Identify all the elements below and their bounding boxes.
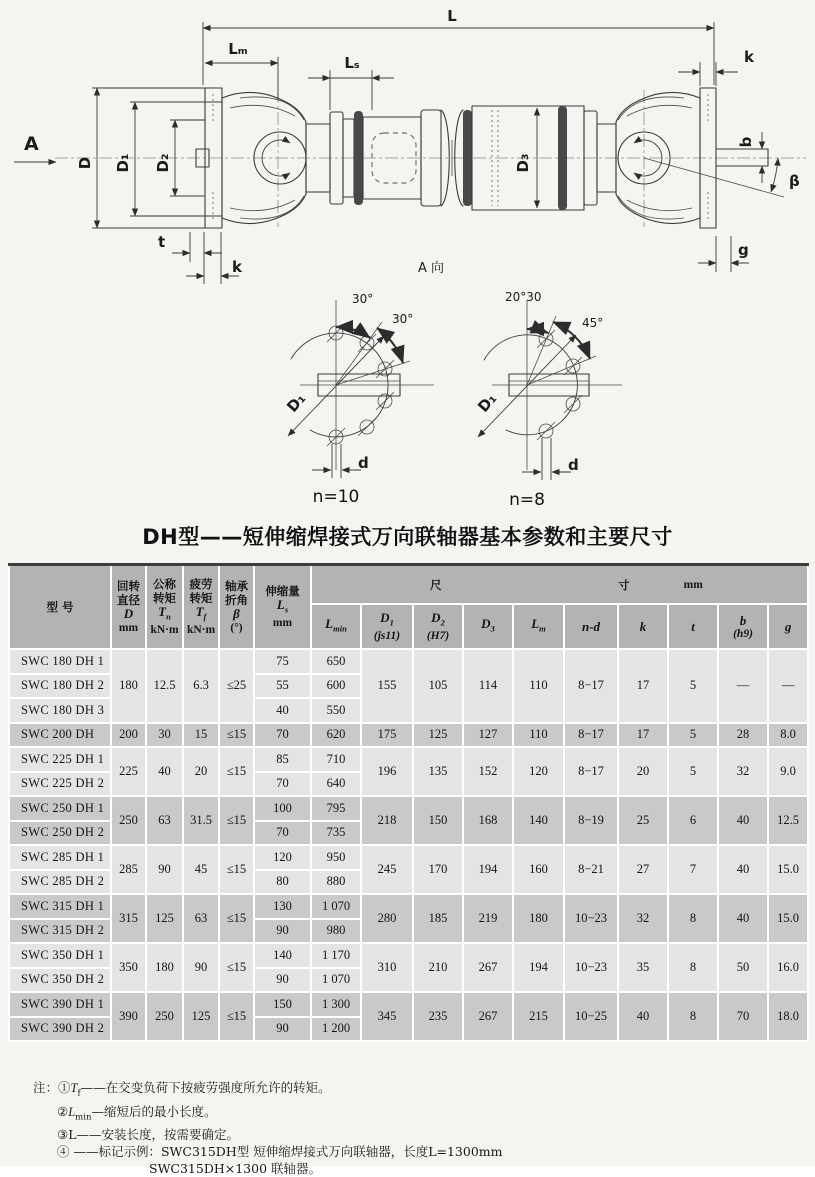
table-cell: 15 — [183, 723, 219, 748]
table-cell: 8−17 — [564, 723, 618, 748]
col-header-beta: 轴承 折角 β (°) — [219, 565, 254, 650]
table-cell: 90 — [183, 943, 219, 992]
col-header-Lmin: $L_{min}$ — [311, 604, 361, 649]
col-header-D3: $D_3$ — [463, 604, 513, 649]
view-A-caption: A 向 — [418, 261, 445, 276]
table-cell: ≤15 — [219, 992, 254, 1041]
note-line: 注：$①T_f——$在交变负荷下按疲劳强度所允许的转矩。 — [33, 1080, 331, 1099]
table-cell: 225 — [111, 747, 146, 796]
table-cell: 8−21 — [564, 845, 618, 894]
caption-n8: n=8 — [509, 490, 545, 510]
table-cell: 16.0 — [768, 943, 808, 992]
model-cell: SWC 250 DH 2 — [9, 821, 111, 846]
table-row — [9, 747, 808, 772]
table-cell: 9.0 — [768, 747, 808, 796]
dim-k-top-label: k — [744, 48, 754, 66]
table-cell: 285 — [111, 845, 146, 894]
table-cell: — — [718, 649, 768, 723]
model-cell: SWC 390 DH 2 — [9, 1017, 111, 1042]
model-cell: SWC 350 DH 1 — [9, 943, 111, 968]
bolt-circle-n10: D₁ — [283, 389, 310, 416]
table-cell: 20 — [618, 747, 668, 796]
table-cell: 1 170 — [311, 943, 361, 968]
table-cell: 12.5 — [768, 796, 808, 845]
table-cell: 5 — [668, 747, 718, 796]
table-cell: 40 — [718, 894, 768, 943]
table-cell: 315 — [111, 894, 146, 943]
model-cell: SWC 180 DH 3 — [9, 698, 111, 723]
table-cell: 40 — [718, 845, 768, 894]
col-header-Tn: 公称 转矩 $T_n$ kN·m — [146, 565, 183, 650]
table-cell: 8−17 — [564, 649, 618, 723]
table-cell: 152 — [463, 747, 513, 796]
table-cell: ≤15 — [219, 747, 254, 796]
table-cell: 175 — [361, 723, 413, 748]
table-cell: 880 — [311, 870, 361, 895]
table-cell: 80 — [254, 870, 311, 895]
table-cell: 25 — [618, 796, 668, 845]
table-cell: 7 — [668, 845, 718, 894]
table-cell: ≤15 — [219, 894, 254, 943]
table-cell: — — [768, 649, 808, 723]
table-cell: 180 — [111, 649, 146, 723]
view-A-label: A — [24, 133, 39, 155]
table-cell: 215 — [513, 992, 564, 1041]
dim-Lm-label: Lₘ — [228, 40, 248, 58]
model-cell: SWC 350 DH 2 — [9, 968, 111, 993]
dim-g-label: g — [738, 241, 749, 259]
table-cell: 40 — [618, 992, 668, 1041]
col-header-D: 回转 直径 D mm — [111, 565, 146, 650]
table-cell: 15.0 — [768, 894, 808, 943]
table-cell: 950 — [311, 845, 361, 870]
table-cell: 90 — [254, 919, 311, 944]
table-cell: 280 — [361, 894, 413, 943]
dim-t-label: t — [158, 233, 166, 251]
rubber-band-1 — [354, 111, 363, 205]
table-cell: 40 — [146, 747, 183, 796]
table-cell: 1 300 — [311, 992, 361, 1017]
col-header-b: b (h9) — [718, 604, 768, 649]
table-cell: 250 — [146, 992, 183, 1041]
table-cell: 650 — [311, 649, 361, 674]
col-header-model: 型 号 — [9, 565, 111, 650]
flange-diagram-n8 — [474, 290, 622, 510]
table-cell: 8.0 — [768, 723, 808, 748]
table-cell: 180 — [513, 894, 564, 943]
table-cell: 130 — [254, 894, 311, 919]
table-cell: 710 — [311, 747, 361, 772]
hole-dia-n10: d — [358, 454, 369, 472]
hole-dia-n8: d — [568, 456, 579, 474]
table-cell: 8 — [668, 894, 718, 943]
table-cell: 63 — [146, 796, 183, 845]
table-cell: 125 — [146, 894, 183, 943]
col-header-Ls: 伸缩量 $L_s$ mm — [254, 565, 311, 650]
model-cell: SWC 315 DH 1 — [9, 894, 111, 919]
rubber-band-2 — [463, 110, 472, 206]
table-cell: 267 — [463, 943, 513, 992]
dim-D1-label: D₁ — [114, 153, 132, 173]
table-cell: 980 — [311, 919, 361, 944]
table-cell: ≤25 — [219, 649, 254, 723]
table-cell: 168 — [463, 796, 513, 845]
table-cell: 120 — [513, 747, 564, 796]
footnotes — [33, 1079, 503, 1177]
table-cell: 795 — [311, 796, 361, 821]
col-header-Lm: $L_m$ — [513, 604, 564, 649]
table-cell: 63 — [183, 894, 219, 943]
note-line: ④ ——标记示例：SWC315DH型 短伸缩焊接式万向联轴器，长度L=1300mm — [57, 1144, 503, 1159]
table-cell: 120 — [254, 845, 311, 870]
table-cell: 127 — [463, 723, 513, 748]
table-cell: 114 — [463, 649, 513, 723]
table-cell: 160 — [513, 845, 564, 894]
table-cell: 55 — [254, 674, 311, 699]
table-cell: 85 — [254, 747, 311, 772]
table-cell: 90 — [146, 845, 183, 894]
table-cell: 235 — [413, 992, 463, 1041]
table-cell: 125 — [413, 723, 463, 748]
table-cell: 8−17 — [564, 747, 618, 796]
table-cell: 10−23 — [564, 943, 618, 992]
table-cell: 125 — [183, 992, 219, 1041]
table-cell: 70 — [254, 772, 311, 797]
table-cell: 150 — [254, 992, 311, 1017]
model-cell: SWC 180 DH 2 — [9, 674, 111, 699]
table-cell: 18.0 — [768, 992, 808, 1041]
table-cell: ≤15 — [219, 723, 254, 748]
dim-D3-label: D₃ — [514, 153, 532, 173]
col-header-g: g — [768, 604, 808, 649]
model-cell: SWC 315 DH 2 — [9, 919, 111, 944]
table-cell: 5 — [668, 723, 718, 748]
dim-D-label: D — [76, 156, 94, 170]
table-cell: 735 — [311, 821, 361, 846]
table-cell: 135 — [413, 747, 463, 796]
table-cell: ≤15 — [219, 845, 254, 894]
table-cell: 1 200 — [311, 1017, 361, 1042]
table-cell: 32 — [718, 747, 768, 796]
table-cell: 219 — [463, 894, 513, 943]
table-cell: 218 — [361, 796, 413, 845]
table-cell: 8 — [668, 943, 718, 992]
model-cell: SWC 200 DH — [9, 723, 111, 748]
table-cell: 12.5 — [146, 649, 183, 723]
table-cell: 31.5 — [183, 796, 219, 845]
table-cell: 150 — [413, 796, 463, 845]
table-cell: 185 — [413, 894, 463, 943]
dim-L-label: L — [447, 7, 457, 25]
table-cell: 210 — [413, 943, 463, 992]
table-cell: 17 — [618, 723, 668, 748]
table-cell: 10−25 — [564, 992, 618, 1041]
note-line: $②L_{min}—$缩短后的最小长度。 — [57, 1103, 217, 1122]
table-cell: 194 — [513, 943, 564, 992]
table-cell: 5 — [668, 649, 718, 723]
table-cell: 140 — [254, 943, 311, 968]
note-line: SWC315DH×1300 联轴器。 — [149, 1161, 322, 1176]
table-cell: 105 — [413, 649, 463, 723]
table-row — [9, 723, 808, 748]
table-cell: 90 — [254, 968, 311, 993]
table-cell: 45 — [183, 845, 219, 894]
dim-beta-label: β — [789, 172, 800, 190]
table-cell: 35 — [618, 943, 668, 992]
col-header-k: k — [618, 604, 668, 649]
table-cell: 600 — [311, 674, 361, 699]
table-row — [9, 796, 808, 821]
table-cell: 70 — [254, 821, 311, 846]
table-cell: 20 — [183, 747, 219, 796]
table-cell: 40 — [718, 796, 768, 845]
table-row — [9, 992, 808, 1017]
dim-b-label: b — [737, 136, 755, 148]
table-cell: 245 — [361, 845, 413, 894]
table-cell: 155 — [361, 649, 413, 723]
table-cell: 100 — [254, 796, 311, 821]
table-cell: 140 — [513, 796, 564, 845]
bolt-circle-n8: D₁ — [474, 389, 501, 416]
model-cell: SWC 180 DH 1 — [9, 649, 111, 674]
table-cell: 40 — [254, 698, 311, 723]
table-cell: 550 — [311, 698, 361, 723]
model-cell: SWC 285 DH 2 — [9, 870, 111, 895]
table-cell: 345 — [361, 992, 413, 1041]
table-cell: 200 — [111, 723, 146, 748]
table-cell: 390 — [111, 992, 146, 1041]
table-cell: 110 — [513, 723, 564, 748]
table-cell: 10−23 — [564, 894, 618, 943]
table-cell: 90 — [254, 1017, 311, 1042]
model-cell: SWC 225 DH 2 — [9, 772, 111, 797]
table-cell: 180 — [146, 943, 183, 992]
table-row — [9, 649, 808, 674]
flange-diagram-n10 — [283, 292, 434, 507]
col-header-nd: n-d — [564, 604, 618, 649]
model-cell: SWC 390 DH 1 — [9, 992, 111, 1017]
col-header-D1: $D_1$ (js11) — [361, 604, 413, 649]
model-cell: SWC 250 DH 1 — [9, 796, 111, 821]
table-cell: 350 — [111, 943, 146, 992]
col-header-Tf: 疲劳 转矩 $T_f$ kN·m — [183, 565, 219, 650]
table-cell: 6.3 — [183, 649, 219, 723]
dim-k-bottom-label: k — [232, 258, 242, 276]
table-cell: 267 — [463, 992, 513, 1041]
dim-D2-label: D₂ — [154, 153, 172, 173]
table-cell: 110 — [513, 649, 564, 723]
angle2-n10: 30° — [392, 312, 414, 326]
table-cell: 75 — [254, 649, 311, 674]
rubber-band-3 — [558, 106, 567, 210]
angle2-n8: 45° — [582, 316, 604, 330]
table-cell: 17 — [618, 649, 668, 723]
output-stub — [716, 149, 768, 166]
col-header-D2: $D_2$ (H7) — [413, 604, 463, 649]
table-cell: 620 — [311, 723, 361, 748]
table-cell: 15.0 — [768, 845, 808, 894]
table-cell: 1 070 — [311, 894, 361, 919]
table-cell: 640 — [311, 772, 361, 797]
table-cell: 8−19 — [564, 796, 618, 845]
model-cell: SWC 225 DH 1 — [9, 747, 111, 772]
col-header-t: t — [668, 604, 718, 649]
col-header-dimensions: 尺 寸 mm — [311, 565, 808, 605]
angle1-n10: 30° — [352, 292, 374, 306]
coupling-drawing — [0, 0, 815, 516]
caption-n10: n=10 — [312, 487, 360, 507]
table-cell: 28 — [718, 723, 768, 748]
model-cell: SWC 285 DH 1 — [9, 845, 111, 870]
table-cell: 30 — [146, 723, 183, 748]
table-cell: ≤15 — [219, 796, 254, 845]
table-cell: 8 — [668, 992, 718, 1041]
table-row — [9, 845, 808, 870]
table-cell: 194 — [463, 845, 513, 894]
table-cell: ≤15 — [219, 943, 254, 992]
table-cell: 170 — [413, 845, 463, 894]
table-cell: 70 — [254, 723, 311, 748]
table-cell: 250 — [111, 796, 146, 845]
table-cell: 6 — [668, 796, 718, 845]
table-cell: 1 070 — [311, 968, 361, 993]
table-cell: 196 — [361, 747, 413, 796]
dim-Ls-label: Lₛ — [344, 54, 360, 72]
note-line: ③L——安装长度，按需要确定。 — [57, 1127, 240, 1142]
table-cell: 70 — [718, 992, 768, 1041]
parameter-table — [8, 563, 809, 1042]
table-cell: 27 — [618, 845, 668, 894]
table-cell: 32 — [618, 894, 668, 943]
table-row — [9, 894, 808, 919]
angle1-n8: 20°30 — [505, 290, 542, 304]
table-cell: 50 — [718, 943, 768, 992]
table-row — [9, 943, 808, 968]
page-title: DH型——短伸缩焊接式万向联轴器基本参数和主要尺寸 — [142, 525, 673, 549]
table-cell: 310 — [361, 943, 413, 992]
